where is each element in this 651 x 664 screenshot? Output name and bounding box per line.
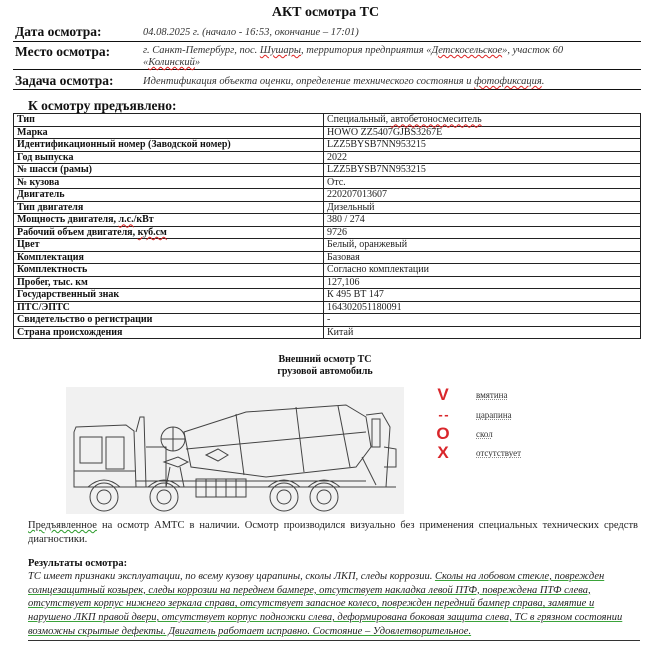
table-row [14,289,641,302]
inspection-task-row [13,71,641,90]
statement-text: на осмотр АМТС в наличии. Осмотр производился визуально без применения специальных технических средств диагностики. [28,520,638,545]
spec-key-text: /кВт [133,214,154,226]
place-text: Шушары [259,45,302,56]
place-text: » [194,57,201,68]
spec-value: Базовая [324,251,641,264]
spec-value: - [324,314,641,327]
spec-key: Тип [14,114,324,127]
place-text: Детскосельское [431,45,503,56]
spec-key: ПТС/ЭПТС [14,301,324,314]
legend-label: царапина [476,410,512,420]
spec-key: Идентификационный номер (Заводской номер) [14,139,324,152]
legend-label: вмятина [476,390,508,400]
spec-key-text: куб.см [137,226,167,238]
legend-label: скол [476,429,493,439]
legend-item-chip [432,425,572,445]
results-text-plain: ТС имеет признаки эксплуатации, по всему кузову царапины, сколы ЛКП, следы коррозии. [28,571,435,582]
spec-value: 164302051180091 [324,301,641,314]
place-text: , территория предприятия « [301,45,432,56]
inspection-place-label: Место осмотра: [15,44,111,59]
spec-value-text: автобетоносмеситель [390,114,482,126]
spec-value: К 495 ВТ 147 [324,289,641,302]
legend-item-scratch [432,406,572,426]
inspection-place-row [13,42,641,70]
spec-key: Страна происхождения [14,326,324,339]
spec-key: Марка [14,126,324,139]
missing-icon: X [437,443,449,462]
results-heading: Результаты осмотра: [28,558,128,569]
table-row [14,239,641,252]
spec-key-text: Мощность двигателя, [17,214,119,226]
spec-key [14,226,324,239]
table-row [14,301,641,314]
table-row [14,176,641,189]
table-row [14,276,641,289]
spec-key: Двигатель [14,189,324,202]
truck-diagram [66,387,404,514]
spec-key: Комплектность [14,264,324,277]
spec-key: Год выпуска [14,151,324,164]
spec-value: Дизельный [324,201,641,214]
spec-value [324,114,641,127]
spec-key: Цвет [14,239,324,252]
spec-value: 9726 [324,226,641,239]
spec-key: № кузова [14,176,324,189]
place-text: Колинский [148,57,195,68]
inspection-date-row [13,24,641,42]
scratch-icon: - - [438,407,448,422]
dent-icon: V [437,385,449,404]
statement-text: Предъявленное [28,520,97,531]
spec-value: LZZ5BYSB7NN953215 [324,139,641,152]
task-text: . [541,76,545,87]
spec-key: Государственный знак [14,289,324,302]
spec-key: № шасси (рамы) [14,164,324,177]
table-row [14,214,641,227]
table-row [14,326,641,339]
task-text: Идентификация объекта оценки, определение технического состояния и [143,76,475,87]
chip-icon: O [436,424,450,443]
spec-key-text: Рабочий объем двигателя, [17,226,138,238]
inspection-date-value: 04.08.2025 г. (начало - 16:53, окончание – 17:01) [143,27,359,38]
exterior-title-line: Внешний осмотр ТС [278,354,372,365]
truck-mixer-icon [66,387,404,514]
spec-value: HOWO ZZ5407GJBS3267E [324,126,641,139]
spec-key: Комплектация [14,251,324,264]
table-row [14,251,641,264]
spec-value: Согласно комплектации [324,264,641,277]
spec-value: 380 / 274 [324,214,641,227]
spec-value: Белый, оранжевый [324,239,641,252]
exterior-subtitle-line: грузовой автомобиль [277,366,373,377]
table-row [14,139,641,152]
place-text: », участок 60 [502,45,564,56]
document-title: АКТ осмотра ТС [271,5,380,20]
place-text: г. Санкт-Петербург, пос. [143,45,260,56]
legend-label: отсутствует [476,448,522,458]
presented-heading: К осмотру предъявлено: [28,98,177,113]
spec-key: Свидетельство о регистрации [14,314,324,327]
task-text: фотофиксация [474,76,542,87]
table-row [14,189,641,202]
table-row [14,126,641,139]
spec-value: 127,106 [324,276,641,289]
legend-item-missing [432,444,572,464]
place-text: « [143,57,149,68]
inspection-place-value [143,45,638,69]
spec-value-text: Специальный, [327,114,391,126]
table-row [14,114,641,127]
table-row [14,226,641,239]
results-text-details: Сколы на лобовом стекле, поврежден солнцезащитный козырек, следы коррозии на переднем бампере, отсутствует накладка левой ПТФ, повреждена ПТФ слева, отсутствует корпус нижнего зеркала справа, отсутствует запасное колесо, поврежден передний бампер справа, замятие и нарушено ЛКП правой двери, отсутствует корпус подножки слева, деформирована боковая защита слева, ТС в грязном состоянии возможны скрытые дефекты. Двигатель работает исправно. Состояние – Удовлетворительное. [28,571,623,637]
vehicle-spec-table [13,113,641,339]
spec-value: Отс. [324,176,641,189]
table-row [14,201,641,214]
spec-key-text: л.с. [118,214,134,226]
spec-key: Пробег, тыс. км [14,276,324,289]
inspection-date-label: Дата осмотра: [15,24,102,39]
exterior-inspection-title [225,354,425,378]
results-text [28,570,640,641]
spec-key: Тип двигателя [14,201,324,214]
table-row [14,164,641,177]
table-row [14,314,641,327]
table-row [14,264,641,277]
table-row [14,151,641,164]
spec-value: Китай [324,326,641,339]
spec-value: LZZ5BYSB7NN953215 [324,164,641,177]
spec-value: 220207013607 [324,189,641,202]
inspection-task-value [143,76,638,88]
legend-item-dent [432,386,572,406]
spec-key [14,214,324,227]
spec-value: 2022 [324,151,641,164]
inspection-task-label: Задача осмотра: [15,73,114,88]
inspection-statement [28,519,638,547]
